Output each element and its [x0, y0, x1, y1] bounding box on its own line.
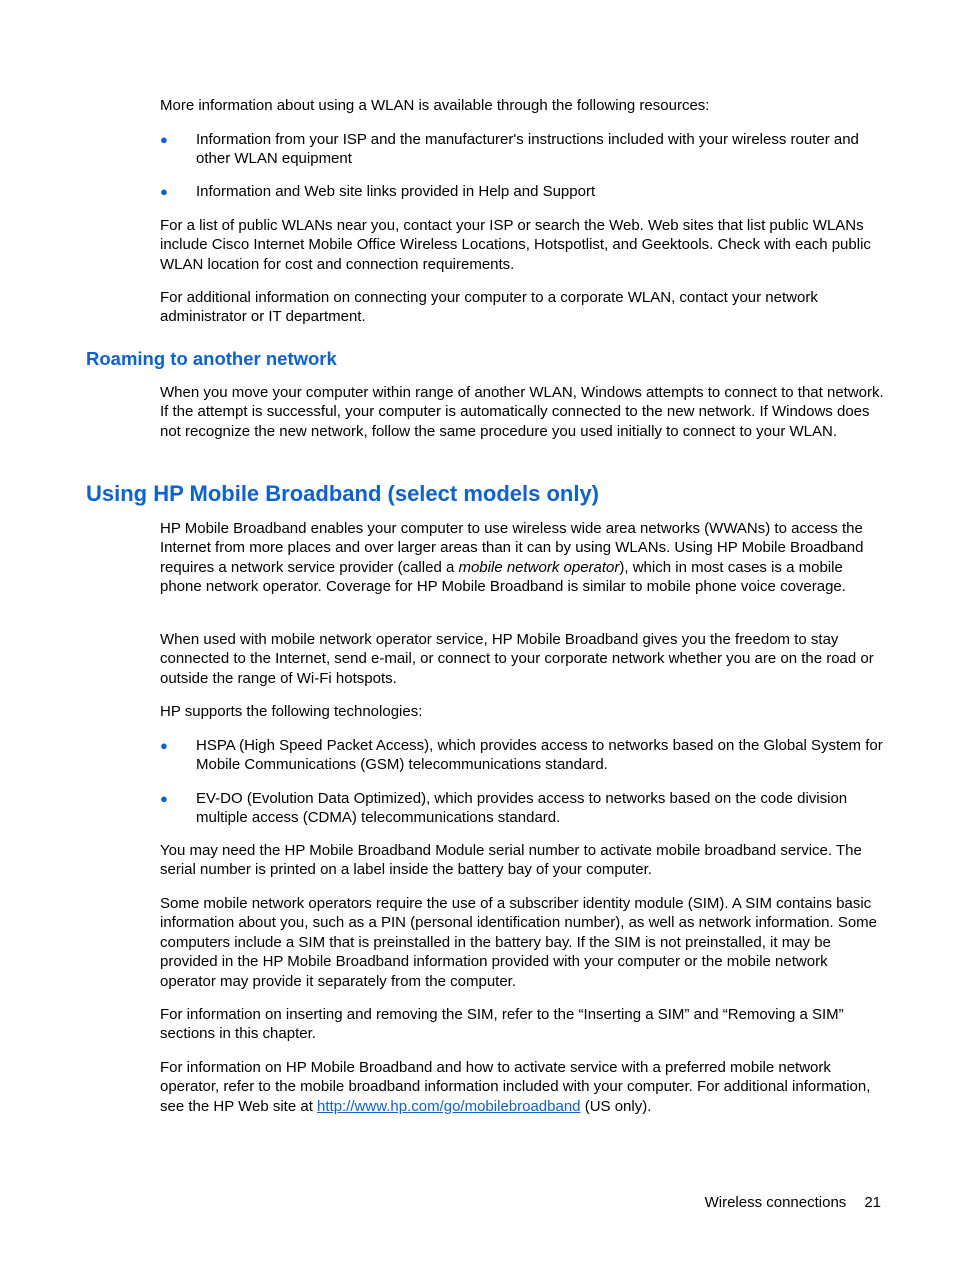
list-item-text: EV-DO (Evolution Data Optimized), which provides access to networks based on the code division multiple access (CDMA) telecommunications standard. — [196, 790, 848, 827]
public-wlans-paragraph: For a list of public WLANs near you, contact your ISP or search the Web. Web sites that list public WLANs include Cisco Internet Mobile Office Wireless Locations, Hotspotlist, and Geektools. Check with each public WLAN location for cost and connection requirements. — [160, 217, 871, 273]
list-item-text: Information from your ISP and the manufacturer's instructions included with your wireless router and other WLAN equipment — [196, 131, 859, 168]
broadband-paragraph-7: For information on HP Mobile Broadband and how to activate service with a preferred mobile network operator, refer to the mobile broadband information included with your computer. For additional information, see the HP Web site at http://www.hp.com/go/mobilebroadband (US only). — [160, 1059, 871, 1115]
bullet-icon: ● — [160, 132, 168, 147]
roaming-heading: Roaming to another network — [86, 348, 337, 369]
page-footer — [705, 1193, 881, 1212]
list-item-text: HSPA (High Speed Packet Access), which provides access to networks based on the Global System for Mobile Communications (GSM) telecommunications standard. — [196, 737, 883, 774]
broadband-paragraph-3: HP supports the following technologies: — [160, 703, 423, 720]
broadband-paragraph-2: When used with mobile network operator service, HP Mobile Broadband gives you the freedom to stay connected to the Internet, send e-mail, or connect to your corporate network whether you are on the road or outside the range of Wi-Fi hotspots. — [160, 631, 874, 687]
broadband-paragraph-6: For information on inserting and removing the SIM, refer to the “Inserting a SIM” and “Removing a SIM” sections in this chapter. — [160, 1006, 844, 1043]
broadband-paragraph-5: Some mobile network operators require the use of a subscriber identity module (SIM). A SIM contains basic information about you, such as a PIN (personal identification number), as well as network information. Some computers include a SIM that is preinstalled in the battery bay. If the SIM is not preinstalled, it may be provided in the HP Mobile Broadband information provided with your computer or the mobile network operator may provide it separately from the computer. — [160, 895, 878, 990]
italic-term: mobile network operator — [458, 558, 620, 576]
bullet-icon: ● — [160, 184, 168, 199]
roaming-paragraph: When you move your computer within range of another WLAN, Windows attempts to connect to that network. If the attempt is successful, your computer is automatically connected to the new network. If Windows does not recognize the new network, follow the same procedure you used initially to connect to your WLAN. — [160, 384, 884, 440]
broadband-paragraph-1: HP Mobile Broadband enables your computer to use wireless wide area networks (WWANs) to access the Internet from more places and over larger areas than it can by using WLANs. Using HP Mobile Broadband requires a network service provider (called a mobile network operator), which in most cases is a mobile phone network operator. Coverage for HP Mobile Broadband is similar to mobile phone voice coverage. — [160, 520, 864, 596]
broadband-heading: Using HP Mobile Broadband (select models only) — [86, 481, 600, 506]
mobilebroadband-link[interactable]: http://www.hp.com/go/mobilebroadband — [317, 1097, 581, 1115]
bullet-icon: ● — [160, 791, 168, 806]
intro-paragraph: More information about using a WLAN is available through the following resources: — [160, 97, 710, 114]
footer-section-title: Wireless connections — [704, 1194, 847, 1211]
page-number: 21 — [864, 1194, 881, 1211]
broadband-paragraph-4: You may need the HP Mobile Broadband Module serial number to activate mobile broadband service. The serial number is printed on a label inside the battery bay of your computer. — [160, 842, 862, 879]
bullet-icon: ● — [160, 738, 168, 753]
corporate-paragraph: For additional information on connecting your computer to a corporate WLAN, contact your network administrator or IT department. — [160, 289, 818, 326]
list-item-text: Information and Web site links provided in Help and Support — [196, 183, 596, 200]
